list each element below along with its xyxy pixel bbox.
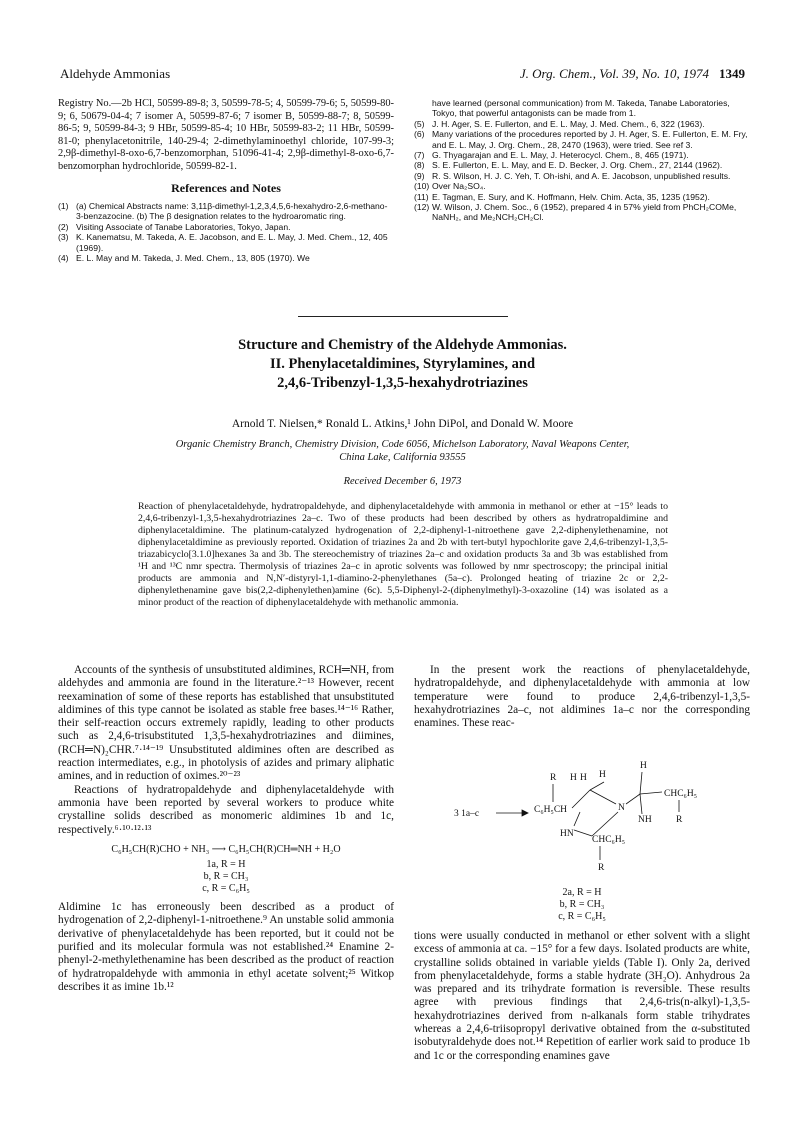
- paragraph: Aldimine 1c has erroneously been described as a product of hydrogenation of 2,2-diphenyl-1-nitroethene.⁹ An unstable solid ammonia derivative of phenylacetaldehyde has been reported, but it could not be purified and its molecular formula was not established.²⁴ Enamine 2-phenyl-2-methylethenamine has been described as the product of reaction of hydratropaldehyde with ammonia in ethyl acetate solvent;²⁵ Witkop describes it as imine 1b.¹²: [58, 901, 394, 993]
- equation-labels: 1a, R = H b, R = CH₃ c, R = C₆H₅: [202, 859, 250, 895]
- authors: Arnold T. Nielsen,* Ronald L. Atkins,¹ John DiPol, and Donald W. Moore: [231, 418, 574, 430]
- scheme-atom: H: [599, 770, 606, 780]
- triazine-scheme: [414, 732, 750, 882]
- body-column-left: [58, 664, 394, 994]
- running-header-right: [520, 66, 745, 82]
- abstract: Reaction of phenylacetaldehyde, hydratropaldehyde, and diphenylacetaldehyde with ammonia in methanol or ether at −15° leads to 2,4,6-tribenzyl-1,3,5-hexahydrotriazines 2a–c. Two of these products had been described by others as hydratropaldimine and diphenylacetaldimine. The platinum-catalyzed hydrogenation of 2,2-diphenyl-1-nitroethene gave 2,2-diphenylethenamine, not diphenylacetaldimine as previously reported. Oxidation of triazines 2a and 2b with tert-butyl hypochlorite gave 2,4,6-tribenzyl-1,3,5-triazabicyclo[3.1.0]hexanes 3a and 3b. The stereochemistry of triazines 2a–c and oxidation products 3a and 3b was established from ¹H and ¹³C nmr spectra. Thermolysis of triazines 2a–c in aprotic solvents was followed by nmr spectroscopy; the principal initial products are ammonia and N,N′-distyryl-1,1-diamino-2-phenylethanes (5a–c). Prolonged heating of triazine 2c or 2,2-diphenylethenamine gave bis(2,2-diphenylethen)amine (6c). 5,5-Diphenyl-2-(diphenylmethyl)-3-oxazoline (14) was isolated as a minor product of the reaction of diphenylacetaldehyde with methanolic ammonia.: [138, 501, 668, 608]
- references-title: References and Notes: [171, 181, 281, 195]
- scheme-labels: 2a, R = H b, R = CH₃ c, R = C₆H₅: [558, 887, 606, 922]
- references-list-left: [58, 201, 394, 263]
- reference-item: (1) (a) Chemical Abstracts name: 3,11β-dimethyl-1,2,3,4,5,6-hexahydro-2,6-methano-3-benzazocine. (b) The β designation relates to the hydroaromatic ring.: [58, 201, 388, 222]
- scheme-atom: H: [580, 773, 587, 783]
- scheme-atom: R: [676, 815, 683, 825]
- scheme-atom: HN: [560, 829, 574, 839]
- reference-item: (7) G. Thyagarajan and E. L. May, J. Heterocycl. Chem., 8, 465 (1971).: [414, 150, 689, 161]
- reaction-equation: C₆H₅CH(R)CHO + NH₃ ⟶ C₆H₅CH(R)CH═NH + H₂O: [111, 843, 341, 855]
- reference-item: (3) K. Kanematsu, M. Takeda, A. E. Jacobson, and E. L. May, J. Med. Chem., 12, 405 (1969).: [58, 232, 388, 253]
- paragraph: In the present work the reactions of phenylacetaldehyde, hydratropaldehyde, and diphenylacetaldehyde with ammonia at low temperature were found to produce 2,4,6-tribenzyl-1,3,5-hexahydrotriazines 2a–c, not aldimines 1a–c nor the corresponding enamines. These reac-: [414, 664, 750, 730]
- body-column-right: [414, 664, 750, 730]
- reference-item: (4) E. L. May and M. Takeda, J. Med. Chem., 13, 805 (1970). We: [58, 253, 310, 264]
- section-divider: [298, 316, 508, 317]
- scheme-reactant: 3 1a–c: [454, 809, 480, 819]
- page-number: 1349: [719, 66, 745, 81]
- paragraph: tions were usually conducted in methanol or ether solvent with a slight excess of ammonia at ca. −15° for a few days. Isolated products are white, crystalline solids obtained in variable yields (Table I). Only 2a, derived from phenylacetaldehyde, forms a stable hydrate (3H₂O). Anhydrous 2a was prepared and its trihydrate formation is reversible. These results agree with previous findings that 2,4,6-tris(n-alkyl)-1,3,5-hexahydrotriazines derived from n-alkanals form stable trihydrates whereas a 2,4,6-triisopropyl derivative obtained from the α-substituted isobutyraldehyde does not.¹⁴ Repetition of earlier work said to produce 1b and 1c or the corresponding enamines gave: [414, 930, 750, 1062]
- body-column-right-continued: [414, 930, 750, 1063]
- paragraph: Accounts of the synthesis of unsubstituted aldimines, RCH═NH, from aldehydes and ammonia are found in the literature.²⁻¹³ However, recent reexamination of some of these reports has established that unsubstituted aldimines of this type cannot be isolated as stable free bases.¹⁴⁻¹⁶ Rather, their self-reaction occurs extremely rapidly, leading to other products such as 2,4,6-trisubstituted 1,3,5-hexahydrotriazines and diimines, (RCH═N)₂CHR.⁷·¹⁴⁻¹⁹ Unsubstituted aldimines often are described as reaction intermediates, e.g., in photolysis of azides and primary aliphatic amines, and in reduction of oximes.²⁰⁻²³: [58, 664, 394, 783]
- scheme-atom: CHC₆H₅: [592, 835, 626, 845]
- scheme-atom: NH: [638, 815, 652, 825]
- scheme-atom: R: [598, 863, 605, 873]
- reference-item: (11) E. Tagman, E. Sury, and K. Hoffmann, Helv. Chim. Acta, 35, 1235 (1952).: [414, 191, 710, 202]
- reference-item: (8) S. E. Fullerton, E. L. May, and E. D. Becker, J. Org. Chem., 27, 2144 (1962).: [414, 160, 723, 171]
- previous-article-end-left: [58, 98, 394, 263]
- received-date: Received December 6, 1973: [343, 476, 462, 487]
- registry-numbers: Registry No.—2b HCl, 50599-89-8; 3, 50599-78-5; 4, 50599-79-6; 5, 50599-80-9; 6, 50679-04-4; 7 isomer A, 50599-87-6; 7 isomer B, 50599-88-7; 8, 50599-86-5; 9, 50599-84-3; 9 HBr, 50599-85-4; 10 HBr, 50599-83-2; 11 HBr, 50599-81-0; phenylacetonitrile, 140-29-4; 2-dimethylaminoethyl chloride, 107-99-3; 2,9β-dimethyl-8-oxo-6,7-benzomorphan, 51096-41-4; 2,9β-dimethyl-8-oxo-6,7-benzomorphan hydrochloride, 50599-82-1.: [58, 98, 394, 172]
- reference-item: (9) R. S. Wilson, H. J. C. Yeh, T. Oh-ishi, and A. E. Jacobson, unpublished results.: [414, 170, 731, 181]
- scheme-atom: H: [570, 773, 577, 783]
- reference-item: (6) Many variations of the procedures reported by J. H. Ager, S. E. Fullerton, E. M. Fry, and E. L. May, J. Org. Chem., 28, 2470 (1963), were tried. See ref 3.: [414, 129, 748, 150]
- reference-item: have learned (personal communication) from M. Takeda, Tanabe Laboratories, Tokyo, that powerful antagonists can be made from 1.: [432, 98, 730, 119]
- scheme-atom: CHC₆H₅: [664, 789, 698, 799]
- affiliation: Organic Chemistry Branch, Chemistry Division, Code 6056, Michelson Laboratory, Naval Weapons Center, China Lake, California 93555: [175, 439, 630, 463]
- running-header-left: Aldehyde Ammonias: [60, 66, 171, 81]
- article-title: Structure and Chemistry of the Aldehyde Ammonias. II. Phenylacetaldimines, Styrylamines, and 2,4,6-Tribenzyl-1,3,5-hexahydrotriazines: [238, 337, 567, 391]
- references-list-right: [414, 98, 750, 223]
- journal-citation: J. Org. Chem., Vol. 39, No. 10, 1974: [519, 66, 709, 81]
- scheme-left-group: C₆H₅CH: [534, 805, 568, 815]
- reference-item: (12) W. Wilson, J. Chem. Soc., 6 (1952), prepared 4 in 57% yield from PhCH₂COMe, NaNH₂, and Me₂NCH₂CH₂Cl.: [414, 202, 737, 223]
- scheme-atom: R: [550, 773, 557, 783]
- scheme-atom: N: [618, 803, 625, 813]
- reference-item: (2) Visiting Associate of Tanabe Laboratories, Tokyo, Japan.: [58, 221, 291, 232]
- reference-item: (5) J. H. Ager, S. E. Fullerton, and E. L. May, J. Med. Chem., 6, 322 (1963).: [414, 118, 705, 129]
- paragraph: Reactions of hydratropaldehyde and diphenylacetaldehyde with ammonia have been reported by several workers to produce white crystalline solids described as monomeric aldimines 1b and 1c, respectively.⁶·¹⁰·¹²·¹³: [58, 783, 394, 836]
- reference-item: (10) Over Na₂SO₄.: [414, 181, 486, 192]
- scheme-atom: H: [640, 761, 647, 771]
